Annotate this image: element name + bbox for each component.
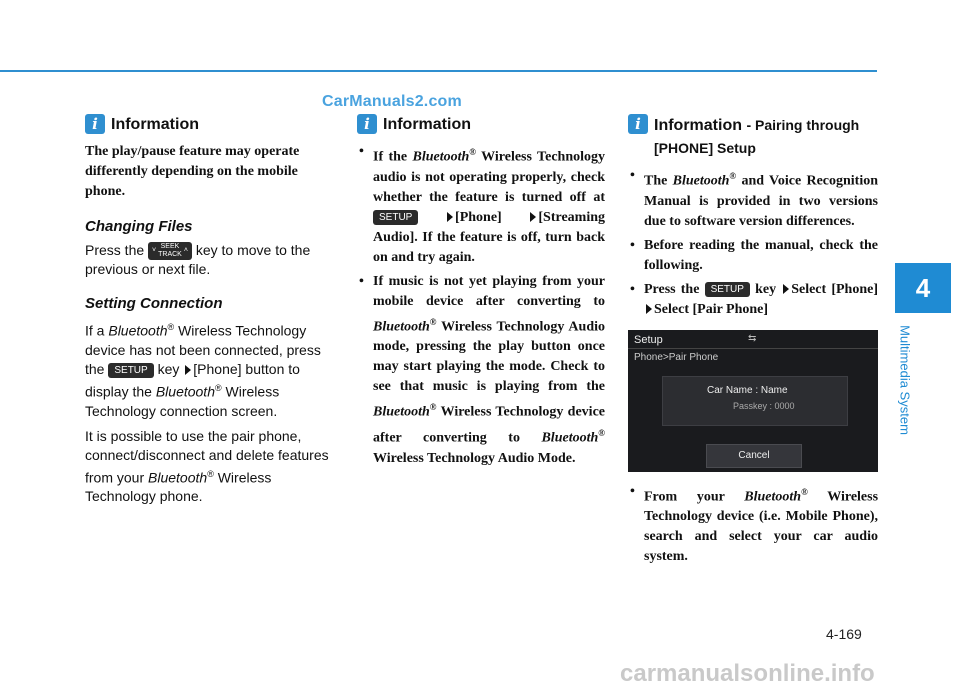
info-title: Information - Pairing through [PHONE] Setup bbox=[654, 117, 860, 156]
setup-button-icon: SETUP bbox=[705, 282, 750, 297]
chevron-down-icon: ˅ bbox=[152, 247, 157, 255]
usb-icon: ⇆ bbox=[748, 332, 757, 344]
watermark-top: CarManuals2.com bbox=[322, 93, 462, 110]
watermark-bottom: carmanualsonline.info bbox=[620, 660, 875, 687]
setup-button-icon: SETUP bbox=[373, 210, 418, 225]
column-2 bbox=[357, 114, 605, 473]
list-item: • If the Bluetooth® Wireless Technology audio is not operating properly, check whether the feature is turned off at SETUP [Phone] [Streaming Audio]. If the feature is off, turn back on and try again. bbox=[357, 142, 605, 268]
cancel-button[interactable]: Cancel bbox=[706, 444, 802, 468]
chevron-up-icon: ˄ bbox=[183, 247, 188, 255]
screen-path: Phone>Pair Phone bbox=[634, 351, 719, 363]
passkey: Passkey : 0000 bbox=[733, 400, 795, 411]
setup-button-icon: SETUP bbox=[108, 363, 153, 378]
info-header bbox=[85, 114, 335, 136]
pair-phone-screenshot bbox=[628, 330, 878, 472]
info-list bbox=[628, 166, 878, 320]
info-icon: i bbox=[628, 114, 648, 134]
pairing-dialog bbox=[662, 376, 848, 426]
column-3 bbox=[628, 114, 878, 571]
arrow-right-icon bbox=[783, 284, 789, 294]
page-number: 4-169 bbox=[826, 626, 862, 642]
list-item: • The Bluetooth® and Voice Recognition Manual is provided in two versions due to software version differences. bbox=[628, 166, 878, 232]
list-item: • If music is not yet playing from your mobile device after converting to Bluetooth® Wireless Technology Audio mode, pressing the play button once may start playing the mode. Check to see that music is playing from the Bluetooth® Wireless Technology device after converting to Bluetooth® Wireless Technology Audio Mode. bbox=[357, 272, 605, 469]
list-item: • From your Bluetooth® Wireless Technology device (i.e. Mobile Phone), search and select your car audio system. bbox=[628, 482, 878, 568]
info-title: Information bbox=[111, 116, 199, 133]
arrow-right-icon bbox=[530, 212, 536, 222]
header-rule bbox=[0, 70, 877, 72]
info-header bbox=[628, 114, 878, 160]
heading-setting-connection: Setting Connection bbox=[85, 295, 223, 313]
info-list-2 bbox=[628, 482, 878, 568]
setting-connection-text: If a Bluetooth® Wireless Technology device has not been connected, press the SETUP key [Phone] button to display the Bluetooth® Wireless Technology connection screen. bbox=[85, 322, 321, 419]
arrow-right-icon bbox=[646, 304, 652, 314]
screen-divider bbox=[628, 348, 878, 349]
info-icon: i bbox=[357, 114, 377, 134]
car-name: Car Name : Name bbox=[707, 384, 788, 396]
pair-phone-text: It is possible to use the pair phone, connect/disconnect and delete features from your Bluetooth® Wireless Technology phone. bbox=[85, 427, 329, 505]
column-1 bbox=[85, 114, 335, 512]
list-item: • Before reading the manual, check the following. bbox=[628, 236, 878, 276]
section-tab-number: 4 bbox=[895, 263, 951, 313]
list-item: • Press the SETUP key Select [Phone] Select [Pair Phone] bbox=[628, 280, 878, 320]
arrow-right-icon bbox=[185, 365, 191, 375]
changing-files-text: Press the ˅ SEEK TRACK ˄ key to move to the previous or next file. bbox=[85, 242, 311, 278]
heading-changing-files: Changing Files bbox=[85, 218, 193, 235]
arrow-right-icon bbox=[447, 212, 453, 222]
info-text: The play/pause feature may operate differently depending on the mobile phone. bbox=[85, 144, 300, 199]
info-list bbox=[357, 142, 605, 469]
section-tab-label: Multimedia System bbox=[897, 325, 913, 435]
info-icon: i bbox=[85, 114, 105, 134]
seek-track-button-icon: ˅ SEEK TRACK ˄ bbox=[148, 242, 192, 260]
info-title: Information bbox=[383, 116, 471, 133]
screen-title: Setup bbox=[634, 333, 663, 346]
info-header bbox=[357, 114, 605, 136]
